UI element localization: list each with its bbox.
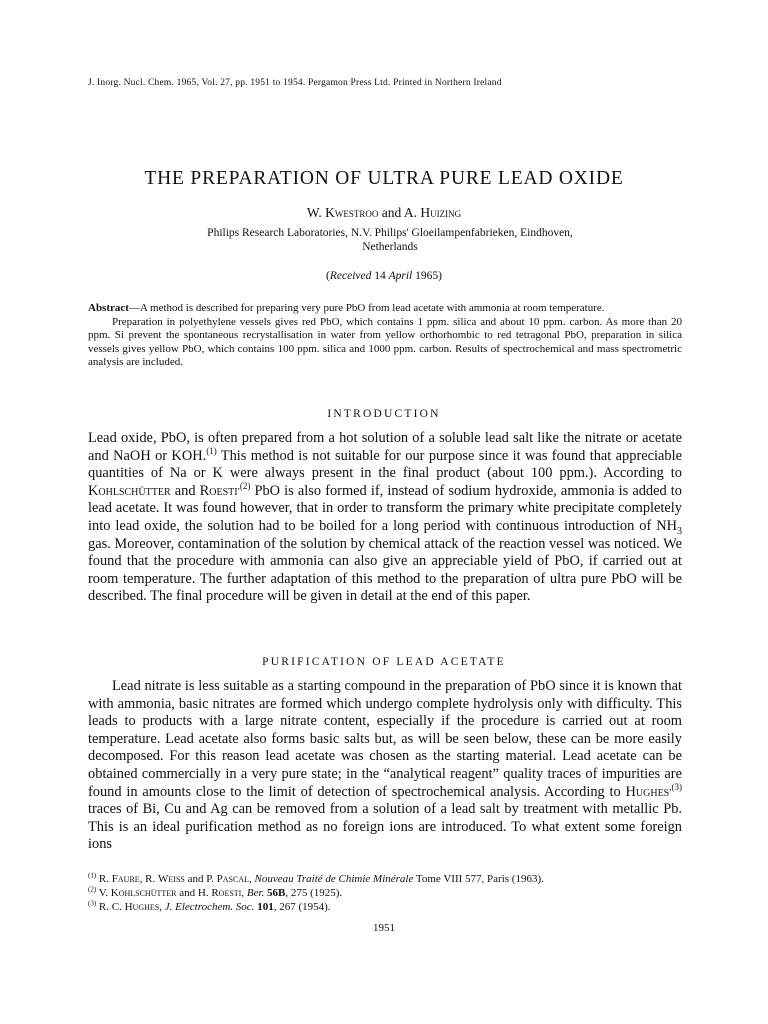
nh3-subscript: 3 xyxy=(677,525,682,537)
fn-text: V. xyxy=(98,887,111,899)
received-open: ( xyxy=(326,270,330,282)
introduction-body xyxy=(88,430,682,606)
fn-author: Faure xyxy=(111,873,140,885)
fn-rest: , 275 (1925). xyxy=(285,887,343,899)
footnote-mark: (3) xyxy=(88,899,97,908)
received-month: April xyxy=(388,270,413,282)
fn-rest: , 267 (1954). xyxy=(273,901,331,913)
purif-author-hughes: Hughes xyxy=(625,783,670,800)
footnote-1 xyxy=(88,872,688,886)
received-word: Received xyxy=(329,270,372,282)
intro-text-5: gas. Moreover, contamination of the solution by chemical attack of the reaction vessel was noticed. We found that the procedure with ammonia can also give an appreciable yield of PbO, if carried out at room temperature. The further adaptation of this method to the preparation of ultra pure PbO will be described. The final procedure will be given in detail at the end of this paper. xyxy=(88,535,682,605)
fn-author: Pascal xyxy=(216,873,249,885)
footnote-2 xyxy=(88,886,688,900)
author-2-surname: Huizing xyxy=(420,205,462,220)
author-1-initial: W. xyxy=(306,205,326,220)
fn-text: , R. xyxy=(139,873,159,885)
purification-body xyxy=(88,678,682,854)
abstract-label: Abstract xyxy=(88,302,129,314)
received-day: 14 xyxy=(371,270,389,282)
fn-author: Roesti xyxy=(211,887,242,899)
author-conjunction: and xyxy=(378,205,404,220)
introduction-paragraph xyxy=(88,430,682,606)
ref-1: (1) xyxy=(206,445,217,456)
fn-text: and P. xyxy=(184,873,217,885)
page-number: 1951 xyxy=(373,922,395,934)
paper-title: THE PREPARATION OF ULTRA PURE LEAD OXIDE xyxy=(144,168,624,189)
abstract-text-1: —A method is described for preparing very pure PbO from lead acetate with ammonia at room temperature. xyxy=(128,302,605,314)
fn-text: R. xyxy=(98,873,112,885)
abstract xyxy=(88,302,682,370)
ref-3: ,(3) xyxy=(669,781,682,792)
abstract-paragraph-2: Preparation in polyethylene vessels gives red PbO, which contains 1 ppm. silica and about 10 ppm. carbon. As more than 20 ppm. Si prevent the spontaneous recrystallisation in water from yellow orthorhombic to red tetragonal PbO, preparation in silica vessels gives yellow PbO, which contains 100 ppm. silica and 1000 ppm. carbon. Results of spectrochemical and mass spectrometric analysis are included. xyxy=(88,315,682,368)
author-line xyxy=(0,205,768,221)
footnote-mark: (2) xyxy=(88,885,97,894)
fn-volume: 101 xyxy=(254,901,274,913)
intro-text-1: Lead oxide, PbO, is often prepared from a hot solution of a soluble lead salt like the nitrate or acetate and NaOH or KOH. xyxy=(88,430,682,464)
intro-text-2: This method is not suitable for our purpose since it was found that appreciable quantities of Na or K were always present in the final product (about 100 ppm.). According to xyxy=(88,447,682,482)
fn-author: Kohlschütter xyxy=(110,887,177,899)
affiliation xyxy=(120,226,660,254)
fn-text: R. C. xyxy=(98,901,125,913)
author-2-initial: A. xyxy=(403,205,421,220)
intro-author-roesti: Roesti xyxy=(199,482,238,499)
abstract-paragraph-1 xyxy=(88,302,682,316)
purif-text-1: Lead nitrate is less suitable as a starting compound in the preparation of PbO since it is known that with ammonia, basic nitrates are formed which undergo complete hydrolysis only with difficulty. This leads to products with a large nitrate content, especially if the procedure is carried out at room temperature. Lead acetate also forms basic salts but, as will be seen below, these can be more easily decomposed. For this reason lead acetate was chosen as the starting material. Lead acetate can be obtained commercially in a very pure state; in the “analytical reagent” quality traces of impurities are found in amounts close to the limit of detection of spectrochemical analysis. According to xyxy=(88,678,682,800)
intro-author-kohlschutter: Kohlschütter xyxy=(88,482,171,499)
fn-sep: , xyxy=(159,901,165,913)
footnote-3 xyxy=(88,900,688,914)
intro-text-4: PbO is also formed if, instead of sodium hydroxide, ammonia is added to lead acetate. It was found however, that in order to transform the primary white precipitate completely into lead oxide, the solution had to be boiled for a long period with continuous introduction of NH xyxy=(88,482,682,534)
footnote-mark: (1) xyxy=(88,871,97,880)
author-1-surname: Kwestroo xyxy=(325,205,379,220)
section-heading-purification: PURIFICATION OF LEAD ACETATE xyxy=(262,656,506,668)
received-date xyxy=(0,270,768,282)
received-year: 1965) xyxy=(412,270,442,282)
section-heading-introduction: INTRODUCTION xyxy=(327,408,441,420)
purification-paragraph xyxy=(88,678,682,854)
fn-sep: , xyxy=(249,873,255,885)
fn-sep: , xyxy=(241,887,247,899)
fn-journal: Ber. xyxy=(246,887,265,899)
purif-text-2: traces of Bi, Cu and Ag can be removed from a solution of a lead salt by treatment with metallic Pb. This is an ideal purification method as no foreign ions are introduced. To what extent some foreign ions xyxy=(88,801,682,853)
affiliation-line-2: Netherlands xyxy=(362,241,418,253)
footnotes xyxy=(88,872,688,914)
affiliation-line-1: Philips Research Laboratories, N.V. Philips' Gloeilampenfabrieken, Eindhoven, xyxy=(207,227,573,239)
intro-text-3: and xyxy=(170,482,200,499)
fn-rest: Tome VIII 577, Paris (1963). xyxy=(413,873,544,885)
journal-citation: J. Inorg. Nucl. Chem. 1965, Vol. 27, pp. 1951 to 1954. Pergamon Press Ltd. Printed in Northern Ireland xyxy=(88,78,502,88)
fn-text: and H. xyxy=(176,887,212,899)
ref-2: ,(2) xyxy=(237,480,251,491)
fn-author: Weiss xyxy=(158,873,185,885)
fn-volume: 56B xyxy=(264,887,286,899)
fn-journal: J. Electrochem. Soc. xyxy=(164,901,255,913)
fn-author: Hughes xyxy=(124,901,160,913)
fn-journal: Nouveau Traité de Chimie Minérale xyxy=(254,873,414,885)
